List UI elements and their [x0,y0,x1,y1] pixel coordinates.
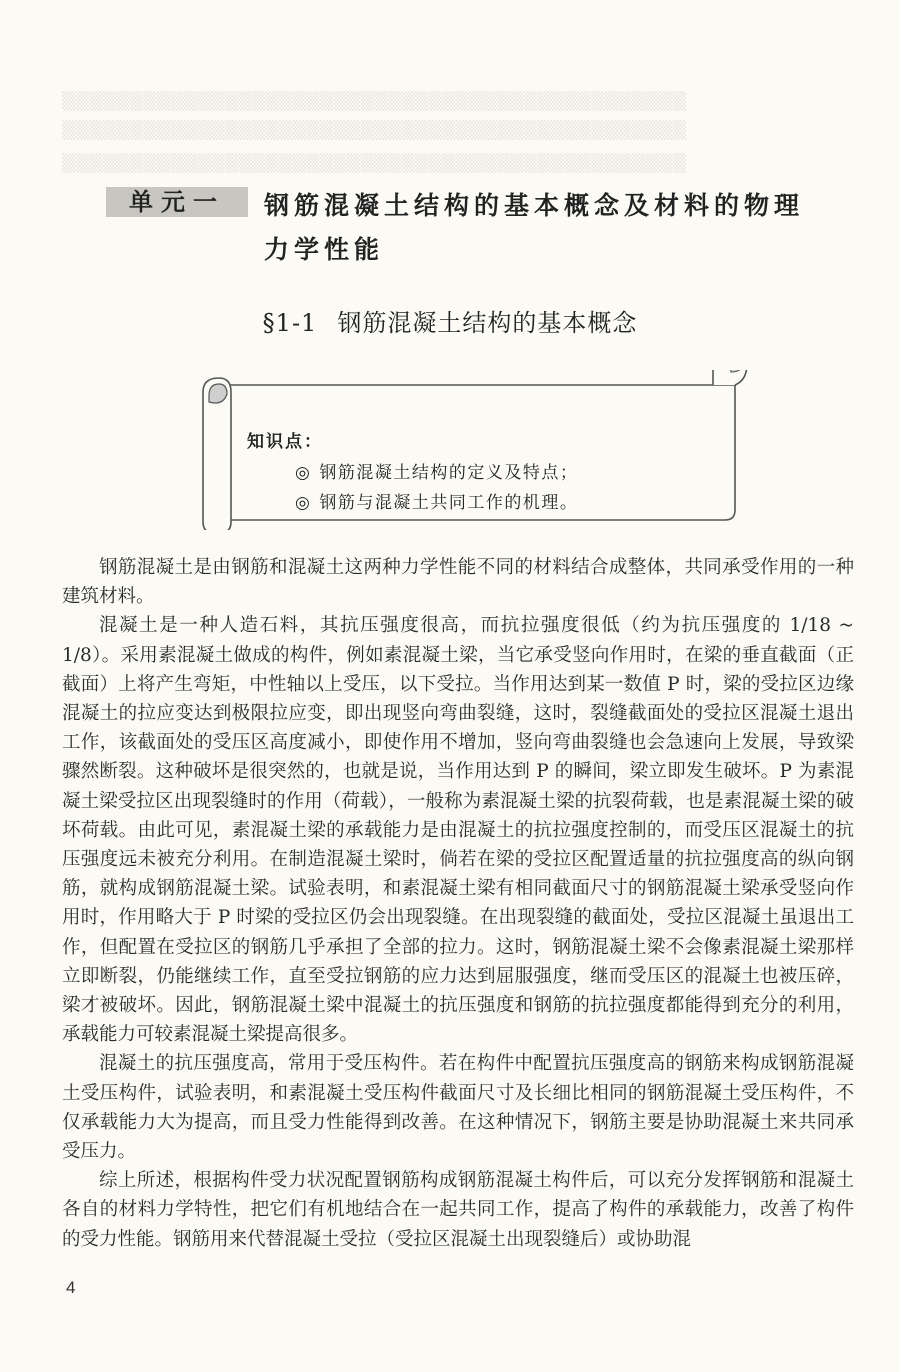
paragraph: 混凝土是一种人造石料，其抗压强度很高，而抗拉强度很低（约为抗压强度的 1/18 ~ 1/8）。采用素混凝土做成的构件，例如素混凝土梁，当它承受竖向作用时，在梁的垂直截面（正截面）上将产生弯矩，中性轴以上受压，以下受拉。当作用达到某一数值 P 时，梁的受拉区边缘混凝土的拉应变达到极限拉应变，即出现竖向弯曲裂缝，这时，裂缝截面处的受拉区混凝土退出工作，该截面处的受压区高度减小，即使作用不增加，竖向弯曲裂缝也会急速向上发展，导致梁骤然断裂。这种破坏是很突然的，也就是说，当作用达到 P 的瞬间，梁立即发生破坏。P 为素混凝土梁受拉区出现裂缝时的作用（荷载），一般称为素混凝土梁的抗裂荷载，也是素混凝土梁的破坏荷载。由此可见，素混凝土梁的承载能力是由混凝土的抗拉强度控制的，而受压区混凝土的抗压强度远未被充分利用。在制造混凝土梁时，倘若在梁的受拉区配置适量的抗拉强度高的纵向钢筋，就构成钢筋混凝土梁。试验表明，和素混凝土梁有相同截面尺寸的钢筋混凝土梁承受竖向作用时，作用略大于 P 时梁的受拉区仍会出现裂缝。在出现裂缝的截面处，受拉区混凝土虽退出工作，但配置在受拉区的钢筋几乎承担了全部的拉力。这时，钢筋混凝土梁不会像素混凝土梁那样立即断裂，仍能继续工作，直至受拉钢筋的应力达到屈服强度，继而受压区的混凝土也被压碎，梁才被破坏。因此，钢筋混凝土梁中混凝土的抗压强度和钢筋的抗拉强度都能得到充分的利用，承载能力可较素混凝土梁提高很多。 [62,615,854,1046]
paragraph: 钢筋混凝土是由钢筋和混凝土这两种力学性能不同的材料结合成整体，共同承受作用的一种建筑材料。 [62,557,854,608]
show-through-noise: ▒▒▒▒▒▒▒▒▒▒▒▒▒▒▒▒▒▒▒▒▒▒▒▒▒▒▒▒▒▒▒▒▒▒▒▒▒▒▒▒▒▒▒▒▒▒ [62,154,687,174]
show-through-noise: ▒▒▒▒▒▒▒▒▒▒▒▒▒▒▒▒▒▒▒▒▒▒▒▒▒▒▒▒▒▒▒▒▒▒▒▒▒▒▒▒▒▒▒▒▒▒ [62,92,687,112]
body-text [62,553,854,1254]
section-number: §1-1 [262,309,318,337]
show-through-noise: ▒▒▒▒▒▒▒▒▒▒▒▒▒▒▒▒▒▒▒▒▒▒▒▒▒▒▒▒▒▒▒▒▒▒▒▒▒▒▒▒▒▒▒▒▒▒ [62,121,687,141]
knowledge-points-box [195,370,765,530]
knowledge-point-item: ◎ 钢筋与混凝土共同工作的机理。 [295,493,579,513]
section-heading [0,303,900,338]
knowledge-point-item: ◎ 钢筋混凝土结构的定义及特点； [295,463,579,483]
paragraph: 混凝土的抗压强度高，常用于受压构件。若在构件中配置抗压强度高的钢筋来构成钢筋混凝土受压构件，试验表明，和素混凝土受压构件截面尺寸及长细比相同的钢筋混凝土受压构件，不仅承载能力大为提高，而且受力性能得到改善。在这种情况下，钢筋主要是协助混凝土来共同承受压力。 [62,1053,854,1163]
unit-title: 钢筋混凝土结构的基本概念及材料的物理力学性能 [264,191,805,264]
double-circle-bullet-icon: ◎ [295,493,312,513]
unit-tag: 单元一 [106,187,248,217]
knowledge-points-label: 知识点： [247,432,323,452]
page-number: 4 [66,1278,76,1297]
paragraph: 综上所述，根据构件受力状况配置钢筋构成钢筋混凝土构件后，可以充分发挥钢筋和混凝土各自的材料力学特性，把它们有机地结合在一起共同工作，提高了构件的承载能力，改善了构件的受力性能。钢筋用来代替混凝土受拉（受拉区混凝土出现裂缝后）或协助混 [62,1170,854,1250]
section-title: 钢筋混凝土结构的基本概念 [337,309,638,337]
double-circle-bullet-icon: ◎ [295,463,312,483]
